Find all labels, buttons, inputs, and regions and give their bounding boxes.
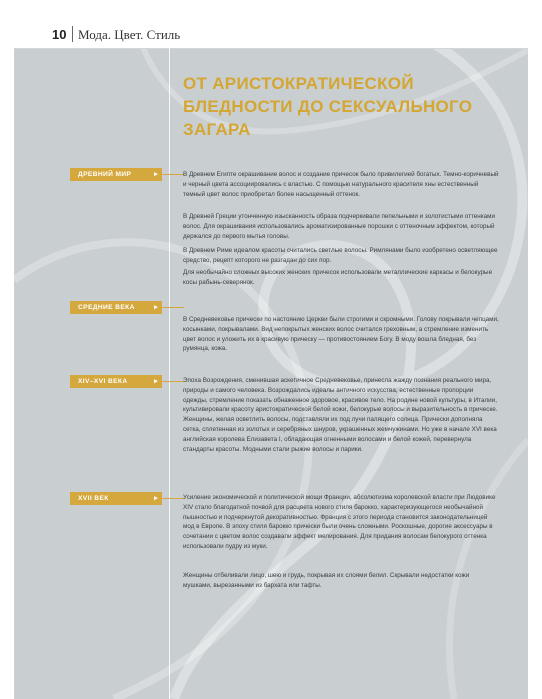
running-title: Мода. Цвет. Стиль [78, 27, 181, 42]
paragraph: Эпоха Возрождения, сменившая аскетичное Средневековье, принесла жажду познания реального мира, природы и самого человека. Возрождались идеалы античного искусства, естественные пропорции одежды, стремление показать обнаженное здоровое, красивое тело. На родине новой культуры, в Италии, культивировали красоту аристократической белой кожи, белокурые волосы и выразительность в прическе. Женщины, желая осветлить волосы, подставляли их под лучи палящего солнца. Прически дополняла сетка, сплетенная из золотых и серебряных шнуров, украшенных жемчужинами. Но уже в начале XVI века английская королева Елизавета I, обладающая огненными волосами и белой кожей, перевернула стандарты красоты. Модными стали рыжие волосы и парики. [183, 377, 498, 453]
section-tag-ancient-world: ДРЕВНИЙ МИР ▸ [70, 168, 162, 181]
paragraph: В Древнем Египте окрашивание волос и создание причесок было привилегией богатых. Темно-коричневый и черный цвета ассоциировались с властью. С помощью натурального красителя хны естественный темный цвет волос приобретал более насыщенный оттенок. [183, 171, 499, 198]
paragraph: В Средневековье прически по настоянию Церкви были строгими и скромными. Голову покрывали чепцами, косынками, покрывалами. Вид непокрытых женских волос считался греховным, а стремление изменить цвет волос и уложить их в красивую прическу — противостоянием Богу. В моду вошла бледная, без румянца, кожа. [183, 316, 499, 353]
tag-arrow-icon: ▸ [154, 378, 158, 385]
header-divider [72, 26, 73, 42]
chapter-title [183, 72, 483, 141]
tag-arrow-icon: ▸ [154, 495, 158, 502]
paragraph: Женщины отбеливали лицо, шею и грудь, покрывая их слоями белил. Скрывали недостатки кожи мушками, вырезанными из бархата или тафты. [183, 572, 470, 589]
title-line: ОТ АРИСТОКРАТИЧЕСКОЙ [183, 74, 414, 93]
tag-connector [162, 307, 184, 308]
page-header [14, 20, 528, 49]
tag-connector [162, 174, 184, 175]
paragraph: Для необычайно сложных высоких женских причесок использовали металлические каркасы и белокурые косы рабынь-северянок. [183, 269, 493, 286]
tag-connector [162, 381, 184, 382]
tag-arrow-icon: ▸ [154, 171, 158, 178]
tag-connector [162, 498, 184, 499]
section-tag-17-century: XVII ВЕК ▸ [70, 492, 162, 505]
paragraph: Усиление экономической и политической мощи Франции, абсолютизма королевской власти при Людовике XIV стало благодатной почвой для расцвета нового стиля барокко, характеризующегося необычайной пышностью и подчеркнутой декоративностью. Франция с этого периода становится законодательницей мод в Европе. В эпоху стиля барокко прически были очень сложными. Роскошные, дорогие аксессуары в сочетании с цветом волос создавали эффект мелирования. Для придания волосам белокурого оттенка использовали пудру из муки. [183, 494, 496, 550]
page-number: 10 [52, 27, 67, 42]
paragraph: В Древнем Риме идеалом красоты считались светлые волосы. Римлянами было изобретено осветляющее средство, рецепт которого не разгадан до сих пор. [183, 247, 498, 264]
column-divider [169, 48, 170, 699]
title-line: БЛЕДНОСТИ ДО СЕКСУАЛЬНОГО [183, 97, 473, 116]
paragraph: В Древней Греции утонченную изысканность образа подчеркивали пепельными и золотистыми оттенками волос. Для окрашивания использовались ароматизированные порошки с оттеночным эффектом, который держался до первого мытья головы. [183, 213, 496, 240]
section-tag-14-16-centuries: XIV–XVI ВЕКА ▸ [70, 375, 162, 388]
title-line: ЗАГАРА [183, 120, 251, 139]
tag-arrow-icon: ▸ [154, 304, 158, 311]
section-tag-middle-ages: СРЕДНИЕ ВЕКА ▸ [70, 301, 162, 314]
